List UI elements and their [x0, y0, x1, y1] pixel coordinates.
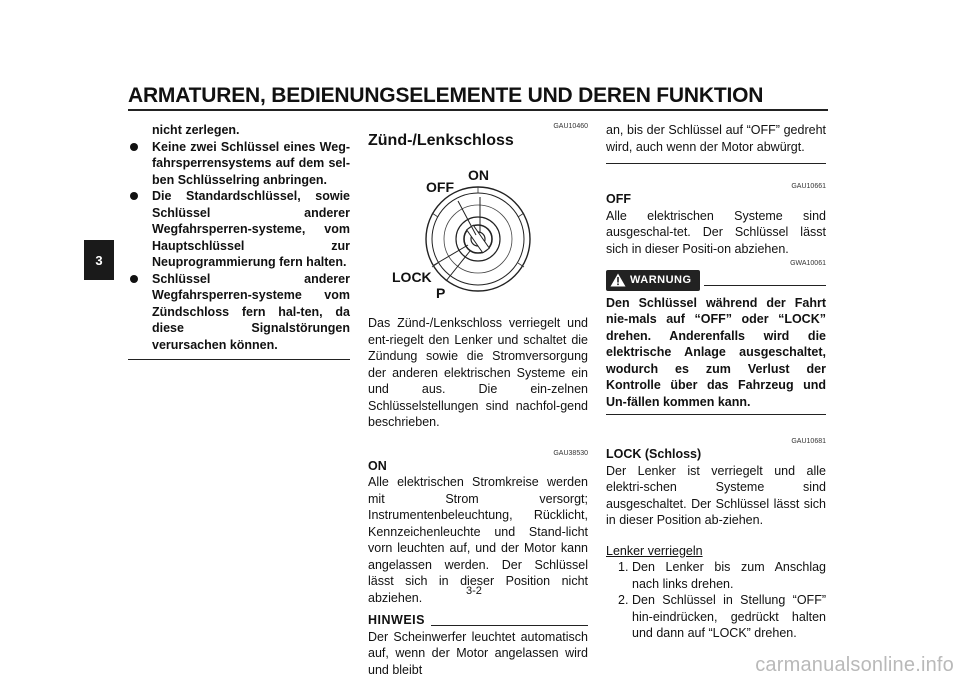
warning-header [606, 270, 826, 291]
column-3 [606, 122, 826, 642]
title-rule [128, 109, 828, 111]
warning-end-rule [606, 414, 826, 415]
doc-code: GAU38530 [553, 449, 588, 457]
hinweis-label: HINWEIS [368, 613, 425, 627]
diagram-label-on: ON [468, 167, 489, 183]
lock-paragraph: Der Lenker ist verriegelt und alle elektri-schen Systeme sind ausgeschaltet. Der Schlüssel lässt sich in dieser Position ab-ziehen. [606, 463, 826, 527]
diagram-label-lock: LOCK [392, 269, 432, 285]
warning-badge [606, 270, 700, 291]
warning-paragraph: Den Schlüssel während der Fahrt nie-mals auf “OFF” oder “LOCK” drehen. Anderenfalls wird die elektrische Anlage ausgeschaltet, wodurch es zum Verlust der Kontrolle über das Fahrzeug und Un-fällen kommen kann. [606, 295, 826, 409]
hinweis-paragraph: Der Scheinwerfer leuchtet automatisch auf, wenn der Motor angelassen wird und bleibt [368, 629, 588, 677]
lenker-title: Lenker verriegeln [606, 543, 703, 558]
list-item: Die Standardschlüssel, sowie Schlüssel anderer Wegfahrsperren-systeme, vom Hauptschlüssel zur Neuprogrammierung fern halten. [128, 188, 350, 271]
watermark: carmanualsonline.info [755, 654, 954, 676]
on-paragraph: Alle elektrischen Stromkreise werden mit Strom versorgt; Instrumentenbeleuchtung, Rücklicht, Kennzeichenleuchte und Stand-licht vorn leuchten auf, und der Motor kann angelassen werden. Der Schlüssel lässt sich in dieser Position nicht abziehen. [368, 475, 588, 605]
lock-title: LOCK (Schloss) [606, 447, 702, 461]
section-title: Zünd-/Lenkschloss [368, 132, 514, 149]
on-title: ON [368, 458, 387, 473]
warning-label: WARNUNG [630, 274, 692, 286]
caution-end-rule [128, 359, 350, 360]
doc-code: GAU10681 [791, 438, 826, 445]
chapter-tab: 3 [84, 240, 114, 280]
hinweis-header [368, 612, 588, 629]
bullet-icon [130, 275, 138, 283]
diagram-label-off: OFF [426, 179, 454, 195]
warning-triangle-icon [610, 273, 626, 287]
hinweis-rule [431, 625, 588, 626]
steps-list [606, 559, 826, 642]
warning-rule [704, 285, 826, 286]
bullet-list [128, 139, 350, 354]
bullet-icon [130, 192, 138, 200]
list-item: 2. Den Schlüssel in Stellung “OFF” hin-eindrücken, gedrückt halten und dann auf “LOCK” drehen. [618, 593, 826, 640]
list-item: Schlüssel anderer Wegfahrsperren-systeme vom Zündschloss fern hal-ten, da diese Signalstörungen verursachen können. [128, 271, 350, 354]
continued-paragraph: an, bis der Schlüssel auf “OFF” gedreht wird, auch wenn der Motor abwürgt. [606, 123, 826, 154]
ignition-switch-diagram [368, 157, 588, 305]
page-number: 3-2 [466, 585, 482, 597]
off-paragraph: Alle elektrischen Systeme sind ausgeschal-tet. Der Schlüssel lässt sich in dieser Positi-on abziehen. [606, 208, 826, 256]
doc-code: GAU10661 [791, 183, 826, 190]
off-title: OFF [606, 192, 631, 206]
intro-text: nicht zerlegen. [152, 123, 240, 137]
note-end-rule [606, 163, 826, 164]
diagram-label-p: P [436, 285, 446, 301]
list-item: 1. Den Lenker bis zum Anschlag nach links drehen. [618, 560, 826, 591]
doc-code: GAU10460 [553, 123, 588, 130]
column-1 [128, 122, 350, 360]
intro-paragraph: Das Zünd-/Lenkschloss verriegelt und ent-riegelt den Lenker und schaltet die Zündung sowie die Stromversorgung der anderen elektrischen Systeme ein und aus. Die ein-zelnen Schlüsselstellungen sind nachfol-gend beschrieben. [368, 316, 588, 429]
page-title: ARMATUREN, BEDIENUNGSELEMENTE UND DEREN FUNKTION [128, 84, 764, 107]
bullet-icon [130, 143, 138, 151]
list-item: Keine zwei Schlüssel eines Weg-fahrsperrensystems auf dem sel-ben Schlüsselring anbringen. [128, 139, 350, 189]
doc-code: GWA10061 [790, 260, 826, 267]
